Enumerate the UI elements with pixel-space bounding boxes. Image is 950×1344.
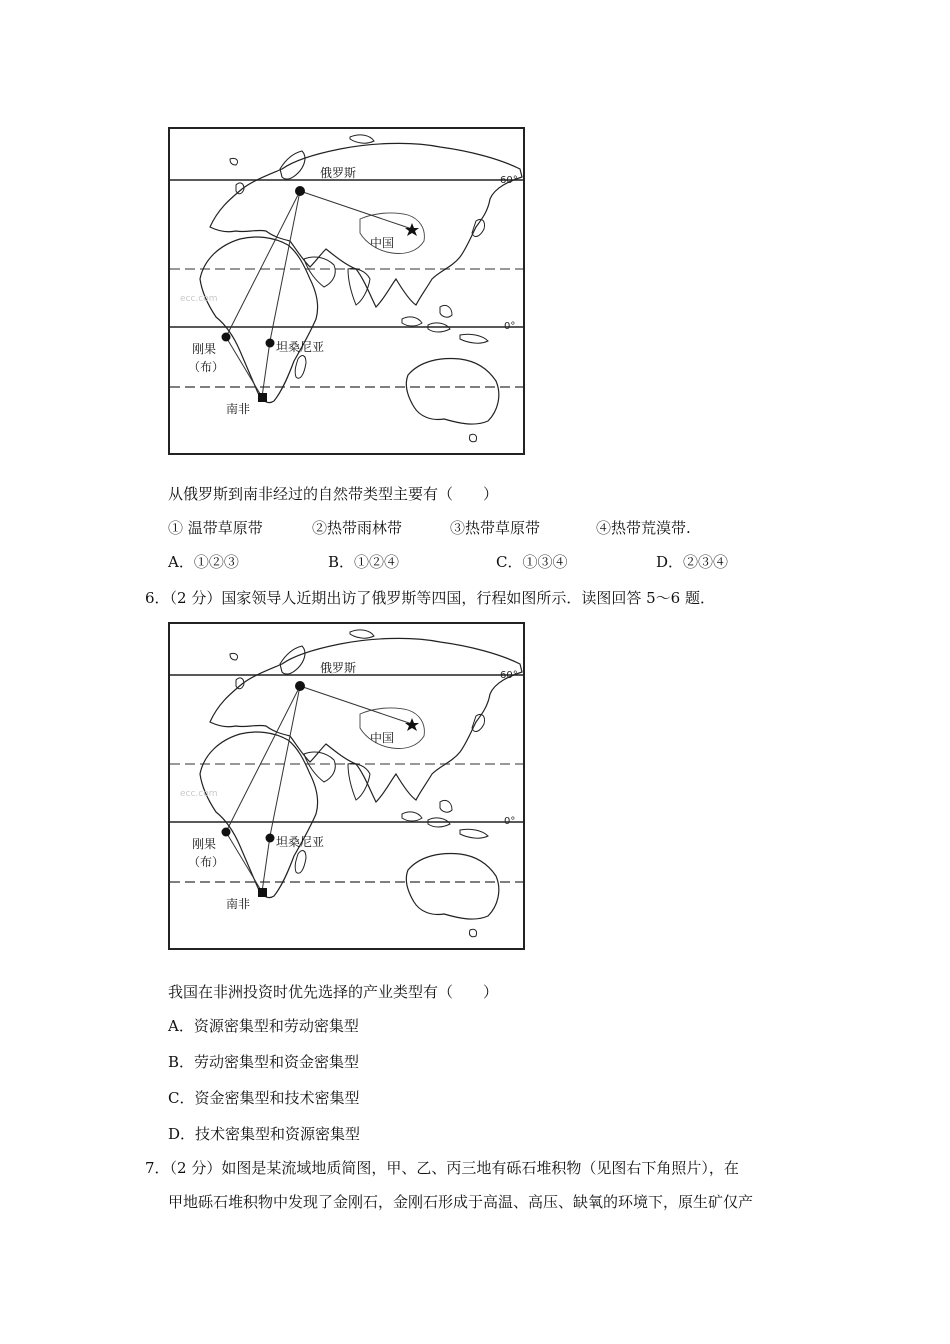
label-lat-0: 0° xyxy=(504,816,516,827)
label-russia: 俄罗斯 xyxy=(320,166,357,180)
q5-item-2: ②热带雨林带 xyxy=(312,519,403,537)
world-map-route-figure xyxy=(168,127,525,455)
q5-option-b[interactable]: B．①②④ xyxy=(328,553,400,571)
q6-option-b[interactable]: B．劳动密集型和资金密集型 xyxy=(168,1053,360,1071)
q7-line-2: 甲地砾石堆积物中发现了金刚石，金刚石形成于高温、高压、缺氧的环境下，原生矿仅产 xyxy=(168,1193,754,1211)
q5-stem: 从俄罗斯到南非经过的自然带类型主要有（ ） xyxy=(168,485,499,503)
q7-line-1: 7．（2 分）如图是某流域地质简图，甲、乙、丙三地有砾石堆积物（见图右下角照片），在 xyxy=(145,1159,739,1177)
q5-item-3: ③热带草原带 xyxy=(450,519,541,537)
label-south-africa: 南非 xyxy=(226,402,251,416)
world-map-route-figure-2 xyxy=(168,622,525,950)
label-tanzania: 坦桑尼亚 xyxy=(276,340,325,354)
label-congo-paren: （布） xyxy=(188,855,225,869)
map-drawing xyxy=(170,129,523,453)
q6-option-a[interactable]: A．资源密集型和劳动密集型 xyxy=(168,1017,359,1035)
q6-heading: 6．（2 分）国家领导人近期出访了俄罗斯等四国，行程如图所示．读图回答 5～6 题． xyxy=(145,589,715,607)
label-china: 中国 xyxy=(370,236,395,250)
q5-item-4: ④热带荒漠带. xyxy=(596,519,691,537)
label-lat-0: 0° xyxy=(504,321,516,332)
label-congo: 刚果 xyxy=(192,837,217,851)
label-congo: 刚果 xyxy=(192,342,217,356)
svg-text:ecc.com: ecc.com xyxy=(180,789,218,799)
q5-option-d[interactable]: D．②③④ xyxy=(656,553,729,571)
q6-stem: 我国在非洲投资时优先选择的产业类型有（ ） xyxy=(168,983,499,1001)
label-tanzania: 坦桑尼亚 xyxy=(276,835,325,849)
q6-option-c[interactable]: C．资金密集型和技术密集型 xyxy=(168,1089,360,1107)
label-russia: 俄罗斯 xyxy=(320,661,357,675)
label-lat-60: 60° xyxy=(500,670,518,681)
svg-text:ecc.com: ecc.com xyxy=(180,294,218,304)
q5-option-c[interactable]: C．①③④ xyxy=(496,553,568,571)
label-south-africa: 南非 xyxy=(226,897,251,911)
label-lat-60: 60° xyxy=(500,175,518,186)
label-congo-paren: （布） xyxy=(188,360,225,374)
q6-option-d[interactable]: D．技术密集型和资源密集型 xyxy=(168,1125,361,1143)
q5-item-1: ① 温带草原带 xyxy=(168,519,263,537)
label-china: 中国 xyxy=(370,731,395,745)
map-drawing-2 xyxy=(170,624,523,948)
q5-option-a[interactable]: A．①②③ xyxy=(168,553,239,571)
